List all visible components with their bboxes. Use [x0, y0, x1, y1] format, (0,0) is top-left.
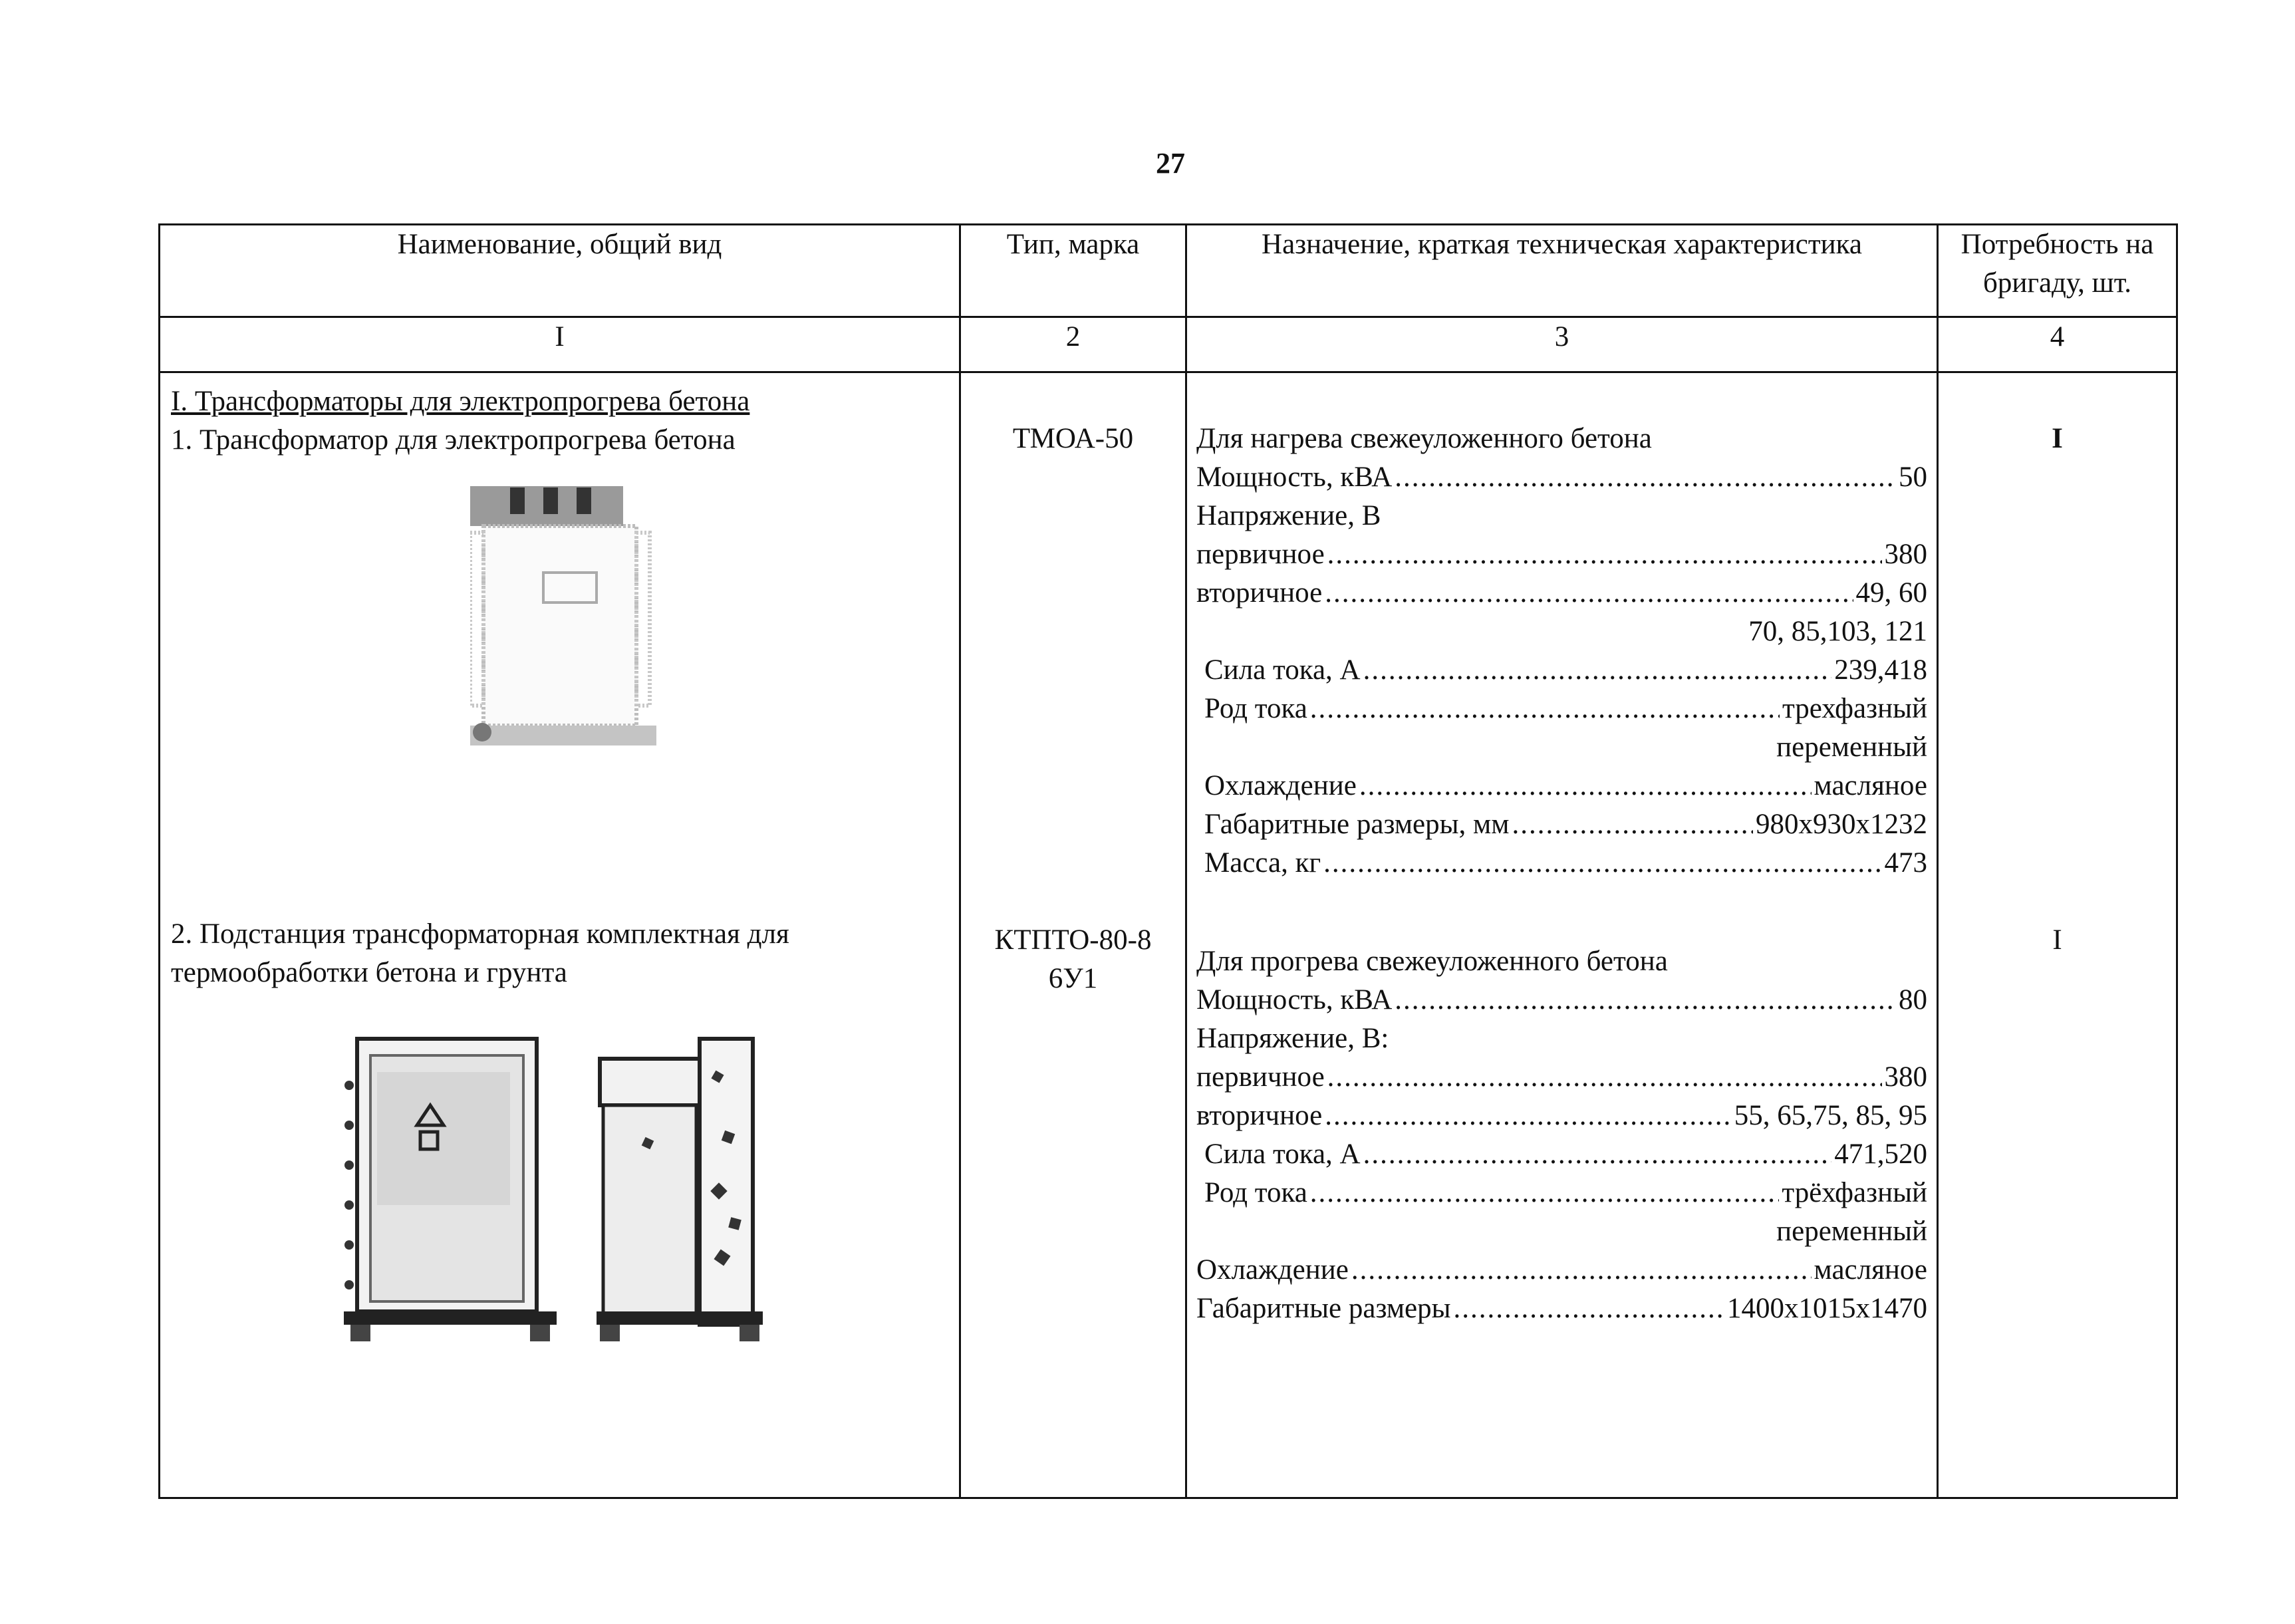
column-number: 4	[1938, 317, 2177, 372]
item1-type: ТМОА-50	[1012, 423, 1134, 454]
item1-quantity: I	[2052, 423, 2063, 454]
column-number: 3	[1186, 317, 1938, 372]
column-numbers-row	[160, 317, 2177, 372]
item2-secondary-line: вторичное ..... 55, 65,75, 85, 95	[1196, 1097, 1927, 1135]
item1-cooling-line: Охлаждение ..... масляное	[1196, 767, 1927, 805]
item2-current-line: Сила тока, А ..... 471,520	[1196, 1135, 1927, 1174]
item1-dims-line: Габаритные размеры, мм ..... 980x930x1232	[1196, 805, 1927, 844]
table-header-row	[160, 225, 2177, 317]
item2-voltage-label: Напряжение, В:	[1196, 1023, 1389, 1054]
item2-name: 2. Подстанция трансформаторная комплектная для термообработки бетона и грунта	[171, 918, 789, 988]
quantity-cell	[1938, 372, 2177, 1498]
specs-cell	[1186, 372, 1938, 1498]
item2-cooling-line: Охлаждение ..... масляное	[1196, 1251, 1927, 1289]
header-type: Тип, марка	[960, 225, 1186, 317]
types-cell	[960, 372, 1186, 1498]
item2-purpose: Для прогрева свежеуложенного бетона	[1196, 946, 1668, 977]
item2-current-type-cont: переменный	[1776, 1216, 1927, 1247]
item1-current-type-line: Род тока ..... трехфазный	[1196, 690, 1927, 728]
header-purpose: Назначение, краткая техническая характеристика	[1186, 225, 1938, 317]
item2-primary-line: первичное ..... 380	[1196, 1058, 1927, 1097]
header-name: Наименование, общий вид	[160, 225, 960, 317]
substation-drawing	[331, 1032, 796, 1351]
item1-purpose: Для нагрева свежеуложенного бетона	[1196, 423, 1652, 454]
transformer-drawing	[470, 473, 670, 752]
item1-name: 1. Трансформатор для электропрогрева бетона	[171, 424, 736, 456]
item1-primary-line: первичное ..... 380	[1196, 535, 1927, 574]
item2-current-type-line: Род тока ..... трёхфазный	[1196, 1174, 1927, 1212]
item1-current-line: Сила тока, А ..... 239,418	[1196, 651, 1927, 690]
item2-dims-line: Габаритные размеры ..... 1400x1015x1470	[1196, 1289, 1927, 1328]
item1-secondary-cont: 70, 85,103, 121	[1748, 616, 1927, 647]
page-number: 27	[1156, 147, 1185, 180]
item1-power-line: Мощность, кВА ..... 50	[1196, 458, 1927, 497]
column-number: 2	[960, 317, 1186, 372]
item1-voltage-label: Напряжение, В	[1196, 500, 1381, 531]
item2-power-line: Мощность, кВА ..... 80	[1196, 981, 1927, 1019]
item2-quantity: I	[2052, 924, 2062, 956]
column-number: I	[160, 317, 960, 372]
item1-secondary-line: вторичное ..... 49, 60	[1196, 574, 1927, 612]
table-row	[160, 372, 2177, 1498]
item1-current-type-cont: переменный	[1776, 732, 1927, 763]
names-cell	[160, 372, 960, 1498]
section-title: I. Трансформаторы для электропрогрева бетона	[171, 386, 750, 417]
header-quantity: Потребность на бригаду, шт.	[1938, 225, 2177, 317]
item2-type: КТПТО-80-86У1	[994, 924, 1152, 994]
item1-mass-line: Масса, кг ..... 473	[1196, 844, 1927, 882]
equipment-table	[158, 223, 2178, 1499]
